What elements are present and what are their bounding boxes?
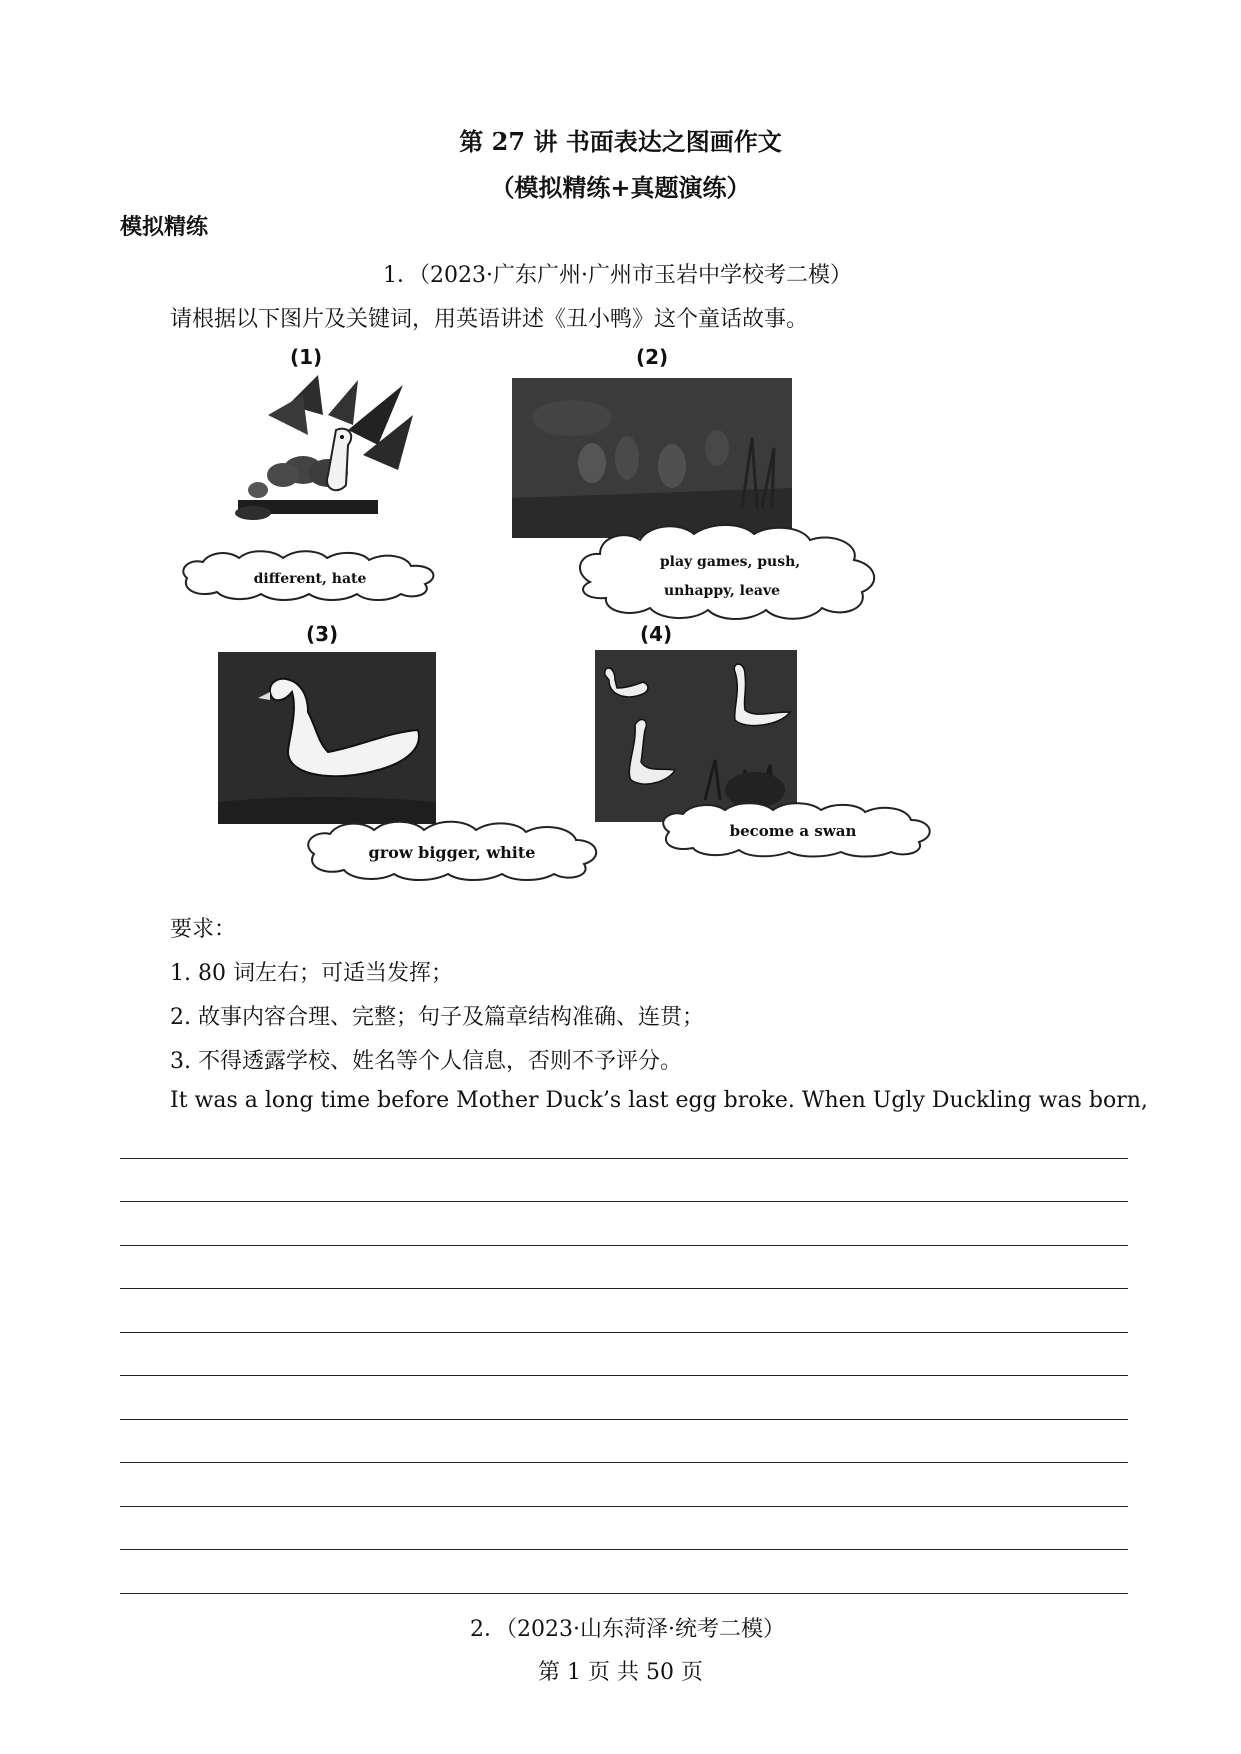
answer-line[interactable] [120, 1375, 1128, 1376]
panel-2-illustration [512, 378, 792, 538]
page-subtitle: （模拟精练+真题演练） [490, 173, 751, 202]
answer-line[interactable] [120, 1245, 1128, 1246]
panel-2-keywords-line1: play games, push, [659, 554, 801, 570]
answer-line[interactable] [120, 1158, 1128, 1159]
panel-2-keywords-line2: unhappy, leave [663, 583, 781, 599]
cloud-shape [655, 800, 935, 858]
panel-1-keywords: different, hate [253, 571, 367, 587]
swan-picture [218, 652, 436, 824]
ducks-playing-picture [512, 378, 792, 538]
question-source: （2023·广东广州·广州市玉岩中学校考二模） [419, 263, 852, 288]
answer-line[interactable] [120, 1419, 1128, 1420]
question-2-heading [470, 1612, 785, 1643]
answer-line[interactable] [120, 1288, 1128, 1289]
requirement-item: 3. 不得透露学校、姓名等个人信息，否则不予评分。 [170, 1049, 682, 1074]
panel-3-keyword-cloud [300, 818, 600, 882]
panel-4-keyword-cloud [655, 800, 935, 858]
panel-4-illustration [595, 650, 797, 822]
panel-2-label: (2) [636, 345, 669, 369]
answer-line[interactable] [120, 1549, 1128, 1550]
answer-line[interactable] [120, 1462, 1128, 1463]
question-number: 1． [383, 263, 419, 288]
panel-4-keywords: become a swan [729, 822, 857, 840]
question-instruction: 请根据以下图片及关键词，用英语讲述《丑小鸭》这个童话故事。 [170, 307, 809, 332]
requirement-item: 2. 故事内容合理、完整；句子及篇章结构准确、连贯； [170, 1005, 704, 1030]
panel-3-illustration [218, 652, 436, 824]
cloud-shape [175, 548, 445, 602]
question-source: （2023·山东菏泽·统考二模） [506, 1617, 785, 1642]
swans-picture [595, 650, 797, 822]
panel-4-label: (4) [640, 622, 673, 646]
panel-1-keyword-cloud [175, 548, 445, 602]
panel-2-keyword-cloud [570, 522, 885, 622]
page-title: 第 27 讲 书面表达之图画作文 [459, 127, 782, 156]
panel-1-illustration [228, 375, 413, 530]
panel-1-label: (1) [290, 345, 323, 369]
panel-3-label: (3) [306, 622, 339, 646]
answer-line[interactable] [120, 1506, 1128, 1507]
panel-3-keywords: grow bigger, white [368, 843, 536, 862]
requirements-title: 要求： [170, 917, 237, 942]
answer-line[interactable] [120, 1593, 1128, 1594]
question-number: 2． [470, 1617, 506, 1642]
cloud-shape [570, 522, 885, 622]
answer-line[interactable] [120, 1332, 1128, 1333]
section-label: 模拟精练 [120, 215, 209, 240]
opening-sentence: It was a long time before Mother Duck’s last egg broke. When Ugly Duckling was born, [170, 1088, 1148, 1113]
requirement-item: 1. 80 词左右；可适当发挥； [170, 961, 453, 986]
page-footer: 第 1 页 共 50 页 [538, 1660, 703, 1685]
duckling-picture [228, 375, 413, 530]
answer-line[interactable] [120, 1201, 1128, 1202]
cloud-shape [300, 818, 600, 882]
question-1-heading [383, 258, 852, 289]
